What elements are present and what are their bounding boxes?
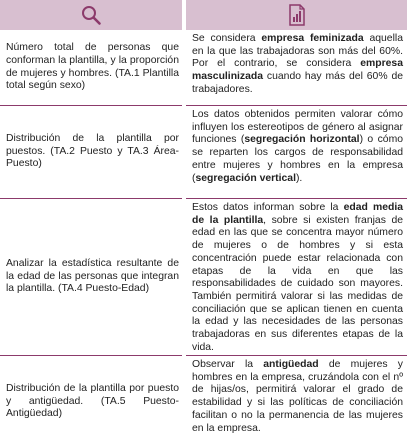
row-4-right bbox=[186, 356, 407, 448]
row-2-right bbox=[186, 106, 407, 199]
row-3-description: Analizar la estadística resultante de la edad de las personas que integran la plantilla. (TA.4 Puesto-Edad) bbox=[6, 257, 179, 295]
magnifier-icon bbox=[80, 4, 102, 26]
row-1-right bbox=[186, 30, 407, 106]
document-chart-icon bbox=[288, 4, 306, 26]
row-4-explanation: Observar la antigüedad de mujeres y hombres en la empresa, cruzándola con el nº de hijas/os, permitirá valorar el grado de estabilidad y si las políticas de conciliación facilitan o no la permanencia de las mujeres en la empresa. bbox=[192, 359, 403, 434]
row-3-left bbox=[0, 199, 182, 356]
column-separator bbox=[183, 0, 185, 448]
row-2-left bbox=[0, 106, 182, 199]
row-1-explanation: Se considera empresa feminizada aquella en la que las trabajadoras son más del 60%. Por el contrario, se considera empresa masculinizada cuando hay más del 60% de trabajadores. bbox=[192, 33, 403, 95]
row-4-description: Distribución de la plantilla por puesto y antigüedad. (TA.5 Puesto-Antigüedad) bbox=[6, 382, 179, 420]
row-1-left bbox=[0, 30, 182, 106]
row-1-description: Número total de personas que conforman la plantilla, y la proporción de mujeres y hombres. (TA.1 Plantilla total según sexo) bbox=[6, 42, 179, 92]
row-3-explanation: Estos datos informan sobre la edad media de la plantilla, sobre si existen franjas de edad en las que se concentra mayor número de mujeres o de hombres y si esta concentración puede estar relacionada con etapas de la vida en que las responsabilidades de cuidado son mayores. También permitirá valorar si las medidas de conciliación que se aplican tienen en cuenta la edad y las necesidades de las personas trabajadoras en sus diferentes etapas de la vida. bbox=[192, 202, 404, 353]
header-left bbox=[0, 0, 182, 30]
row-4-left bbox=[0, 356, 182, 448]
row-2-explanation: Los datos obtenidos permiten valorar cómo influyen los estereotipos de género al asignar funciones (segregación horizontal) o cómo se reparten los cargos de responsabilidad entre mujeres y hombres en la empresa (segregación vertical). bbox=[192, 109, 403, 184]
header-right bbox=[186, 0, 407, 30]
row-3-right bbox=[186, 199, 407, 356]
row-2-description: Distribución de la plantilla por puestos. (TA.2 Puesto y TA.3 Área-Puesto) bbox=[6, 132, 179, 170]
